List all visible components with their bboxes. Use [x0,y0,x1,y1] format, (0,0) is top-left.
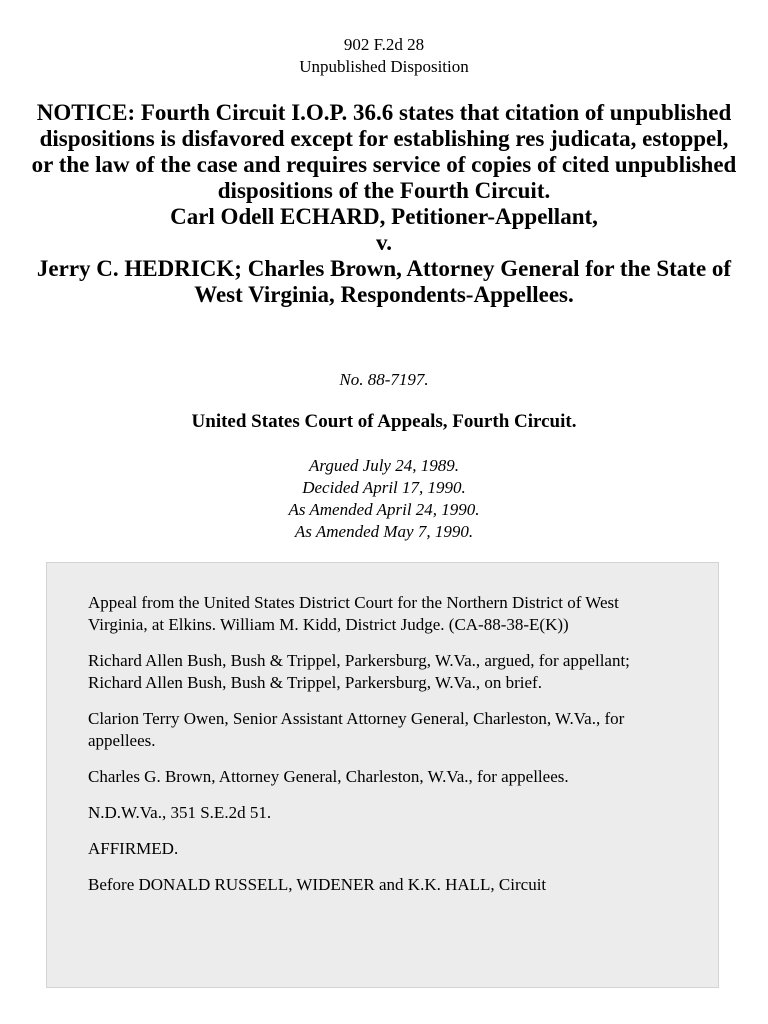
court-name: United States Court of Appeals, Fourth Circuit. [191,411,577,432]
case-title [30,100,738,308]
amended-date-2: As Amended May 7, 1990. [294,522,474,541]
appellant-name: Carl Odell ECHARD, Petitioner-Appellant, [170,204,598,229]
reporter-citation: 902 F.2d 28 [343,35,425,54]
disposition-label: Unpublished Disposition [299,57,469,76]
amended-date-1: As Amended April 24, 1990. [288,500,480,519]
appeal-from-paragraph: Appeal from the United States District Court for the Northern District of West Virginia, at Elkins. William M. Kidd, District Judge. (CA-88-38-E(K)) [88,593,619,634]
versus-text: v. [376,230,392,255]
argued-date: Argued July 24, 1989. [309,456,459,475]
outcome-text: AFFIRMED. [88,839,179,858]
panel-judges-text: Before DONALD RUSSELL, WIDENER and K.K. HALL, Circuit [88,875,547,894]
appellees-name: Jerry C. HEDRICK; Charles Brown, Attorney General for the State of West Virginia, Respondents-Appellees. [36,256,732,307]
case-dates [0,455,768,543]
case-summary-panel [46,562,719,988]
appellant-counsel-paragraph: Richard Allen Bush, Bush & Trippel, Parkersburg, W.Va., argued, for appellant; Richard Allen Bush, Bush & Trippel, Parkersburg, W.Va., on brief. [88,651,630,692]
decided-date: Decided April 17, 1990. [302,478,466,497]
appellee-counsel-paragraph-2: Charles G. Brown, Attorney General, Charleston, W.Va., for appellees. [88,767,569,786]
notice-text: NOTICE: Fourth Circuit I.O.P. 36.6 states that citation of unpublished dispositions is disfavored except for establishing res judicata, estoppel, or the law of the case and requires service of copies of cited unpublished dispositions of the Fourth Circuit. [31,100,737,203]
docket-number: No. 88-7197. [339,370,429,389]
case-summary-content [88,592,678,910]
lower-court-citation: N.D.W.Va., 351 S.E.2d 51. [88,803,272,822]
citation-header [0,34,768,78]
appellee-counsel-paragraph-1: Clarion Terry Owen, Senior Assistant Attorney General, Charleston, W.Va., for appellees. [88,709,625,750]
